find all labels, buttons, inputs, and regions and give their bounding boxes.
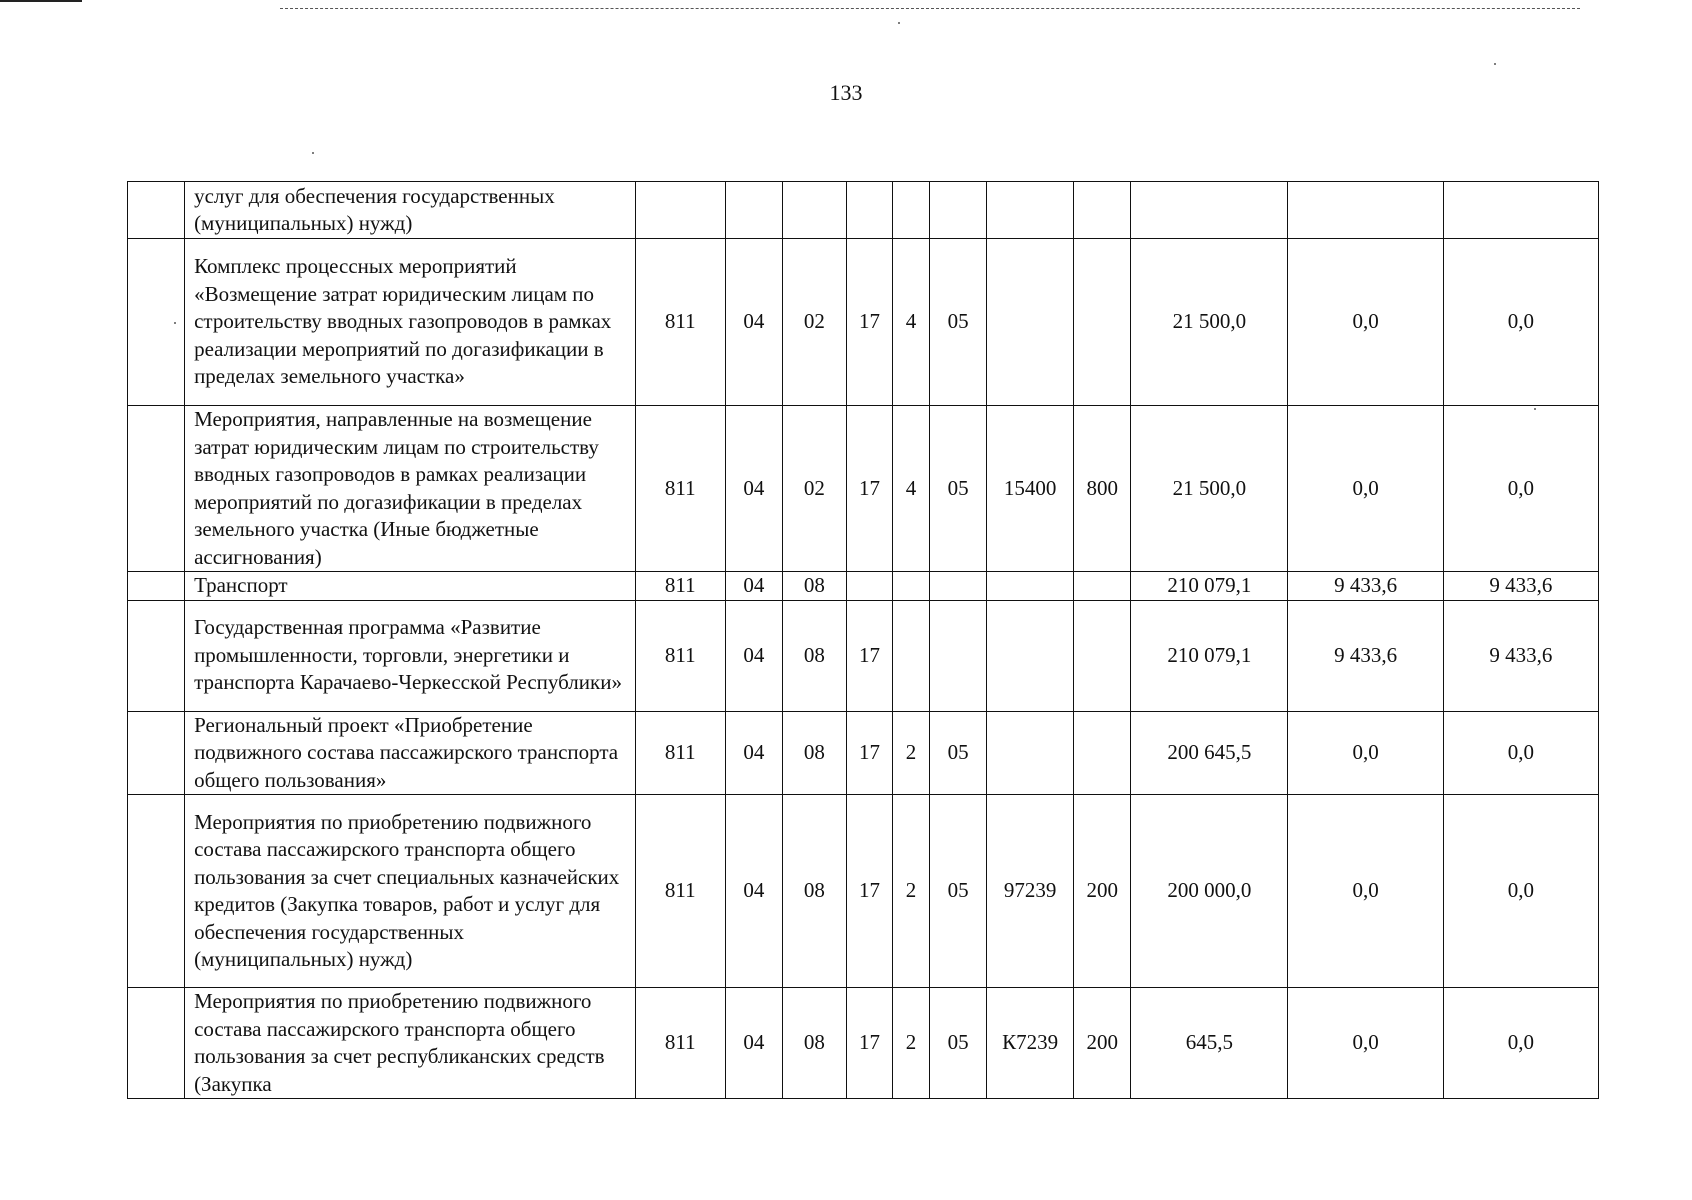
row-name-cell: Транспорт bbox=[185, 572, 636, 601]
amount-year3-cell: 9 433,6 bbox=[1443, 600, 1598, 711]
row-index-cell bbox=[128, 572, 185, 601]
admin-code-cell: 811 bbox=[635, 572, 725, 601]
program-cell: 17 bbox=[846, 600, 892, 711]
expense-type-cell: 800 bbox=[1074, 406, 1131, 572]
amount-year1-cell: 200 000,0 bbox=[1131, 795, 1288, 988]
expense-type-cell bbox=[1074, 572, 1131, 601]
amount-year1-cell: 21 500,0 bbox=[1131, 406, 1288, 572]
structure-element-cell bbox=[930, 182, 987, 239]
direction-code-cell: 15400 bbox=[987, 406, 1074, 572]
row-index-cell bbox=[128, 988, 185, 1099]
subsection-cell: 08 bbox=[782, 988, 846, 1099]
row-name-cell: Мероприятия по приобретению подвижного состава пассажирского транспорта общего пользования за счет специальных казначейских кредитов (Закупка товаров, работ и услуг для обеспечения государственных (муниципальных) нужд) bbox=[185, 795, 636, 988]
direction-code-cell: 97239 bbox=[987, 795, 1074, 988]
amount-year3-cell: 0,0 bbox=[1443, 988, 1598, 1099]
amount-year2-cell: 0,0 bbox=[1288, 711, 1443, 795]
direction-code-cell bbox=[987, 239, 1074, 406]
table-row bbox=[128, 239, 1599, 406]
section-cell: 04 bbox=[725, 711, 782, 795]
row-name-cell: услуг для обеспечения государственных (муниципальных) нужд) bbox=[185, 182, 636, 239]
amount-year3-cell: 0,0 bbox=[1443, 406, 1598, 572]
row-name-cell: Комплекс процессных мероприятий «Возмещение затрат юридическим лицам по строительству вводных газопроводов в рамках реализации мероприятий по догазификации в пределах земельного участка» bbox=[185, 239, 636, 406]
admin-code-cell: 811 bbox=[635, 988, 725, 1099]
table-row bbox=[128, 795, 1599, 988]
program-type-cell: 2 bbox=[892, 988, 929, 1099]
expense-type-cell: 200 bbox=[1074, 795, 1131, 988]
expense-type-cell bbox=[1074, 600, 1131, 711]
subsection-cell: 08 bbox=[782, 600, 846, 711]
row-name-cell: Государственная программа «Развитие промышленности, торговли, энергетики и транспорта Карачаево-Черкесской Республики» bbox=[185, 600, 636, 711]
admin-code-cell: 811 bbox=[635, 600, 725, 711]
expense-type-cell bbox=[1074, 239, 1131, 406]
admin-code-cell: 811 bbox=[635, 239, 725, 406]
row-name-cell: Мероприятия, направленные на возмещение затрат юридическим лицам по строительству вводных газопроводов в рамках реализации мероприятий по догазификации в пределах земельного участка (Иные бюджетные ассигнования) bbox=[185, 406, 636, 572]
admin-code-cell bbox=[635, 182, 725, 239]
expense-type-cell bbox=[1074, 182, 1131, 239]
program-type-cell: 2 bbox=[892, 795, 929, 988]
subsection-cell: 02 bbox=[782, 239, 846, 406]
amount-year1-cell: 200 645,5 bbox=[1131, 711, 1288, 795]
direction-code-cell bbox=[987, 711, 1074, 795]
amount-year1-cell: 645,5 bbox=[1131, 988, 1288, 1099]
table-row bbox=[128, 711, 1599, 795]
table-row bbox=[128, 182, 1599, 239]
amount-year2-cell: 0,0 bbox=[1288, 795, 1443, 988]
row-index-cell bbox=[128, 795, 185, 988]
program-cell: 17 bbox=[846, 795, 892, 988]
amount-year2-cell bbox=[1288, 182, 1443, 239]
amount-year3-cell: 0,0 bbox=[1443, 239, 1598, 406]
program-cell: 17 bbox=[846, 988, 892, 1099]
program-cell: 17 bbox=[846, 239, 892, 406]
scan-speck bbox=[898, 22, 900, 24]
subsection-cell: 08 bbox=[782, 711, 846, 795]
program-cell: 17 bbox=[846, 711, 892, 795]
structure-element-cell bbox=[930, 572, 987, 601]
row-name-cell: Мероприятия по приобретению подвижного состава пассажирского транспорта общего пользования за счет республиканских средств (Закупка bbox=[185, 988, 636, 1099]
section-cell: 04 bbox=[725, 572, 782, 601]
budget-table bbox=[127, 181, 1599, 1099]
program-type-cell bbox=[892, 572, 929, 601]
amount-year3-cell: 9 433,6 bbox=[1443, 572, 1598, 601]
expense-type-cell: 200 bbox=[1074, 988, 1131, 1099]
program-type-cell bbox=[892, 182, 929, 239]
table-row bbox=[128, 988, 1599, 1099]
section-cell: 04 bbox=[725, 239, 782, 406]
section-cell bbox=[725, 182, 782, 239]
structure-element-cell: 05 bbox=[930, 795, 987, 988]
program-type-cell: 2 bbox=[892, 711, 929, 795]
table-row bbox=[128, 406, 1599, 572]
admin-code-cell: 811 bbox=[635, 406, 725, 572]
amount-year1-cell: 210 079,1 bbox=[1131, 572, 1288, 601]
amount-year1-cell: 210 079,1 bbox=[1131, 600, 1288, 711]
amount-year1-cell: 21 500,0 bbox=[1131, 239, 1288, 406]
scan-border-line bbox=[0, 0, 82, 2]
subsection-cell: 08 bbox=[782, 572, 846, 601]
program-type-cell: 4 bbox=[892, 406, 929, 572]
structure-element-cell bbox=[930, 600, 987, 711]
structure-element-cell: 05 bbox=[930, 239, 987, 406]
table-row bbox=[128, 572, 1599, 601]
direction-code-cell: К7239 bbox=[987, 988, 1074, 1099]
section-cell: 04 bbox=[725, 600, 782, 711]
section-cell: 04 bbox=[725, 406, 782, 572]
program-type-cell: 4 bbox=[892, 239, 929, 406]
structure-element-cell: 05 bbox=[930, 406, 987, 572]
amount-year2-cell: 0,0 bbox=[1288, 239, 1443, 406]
program-cell bbox=[846, 572, 892, 601]
direction-code-cell bbox=[987, 182, 1074, 239]
page-number: 133 bbox=[829, 80, 863, 105]
program-type-cell bbox=[892, 600, 929, 711]
amount-year3-cell: 0,0 bbox=[1443, 795, 1598, 988]
row-index-cell bbox=[128, 711, 185, 795]
table-row bbox=[128, 600, 1599, 711]
direction-code-cell bbox=[987, 600, 1074, 711]
structure-element-cell: 05 bbox=[930, 711, 987, 795]
amount-year2-cell: 0,0 bbox=[1288, 406, 1443, 572]
amount-year2-cell: 9 433,6 bbox=[1288, 572, 1443, 601]
section-cell: 04 bbox=[725, 988, 782, 1099]
amount-year2-cell: 0,0 bbox=[1288, 988, 1443, 1099]
amount-year1-cell bbox=[1131, 182, 1288, 239]
row-index-cell bbox=[128, 239, 185, 406]
subsection-cell bbox=[782, 182, 846, 239]
amount-year3-cell: 0,0 bbox=[1443, 711, 1598, 795]
subsection-cell: 08 bbox=[782, 795, 846, 988]
amount-year2-cell: 9 433,6 bbox=[1288, 600, 1443, 711]
structure-element-cell: 05 bbox=[930, 988, 987, 1099]
row-index-cell bbox=[128, 406, 185, 572]
program-cell bbox=[846, 182, 892, 239]
direction-code-cell bbox=[987, 572, 1074, 601]
admin-code-cell: 811 bbox=[635, 711, 725, 795]
row-name-cell: Региональный проект «Приобретение подвижного состава пассажирского транспорта общего пользования» bbox=[185, 711, 636, 795]
amount-year3-cell bbox=[1443, 182, 1598, 239]
scan-dashed-line bbox=[280, 8, 1580, 9]
subsection-cell: 02 bbox=[782, 406, 846, 572]
scan-speck bbox=[312, 152, 314, 154]
admin-code-cell: 811 bbox=[635, 795, 725, 988]
program-cell: 17 bbox=[846, 406, 892, 572]
scan-speck bbox=[1494, 63, 1496, 65]
row-index-cell bbox=[128, 182, 185, 239]
expense-type-cell bbox=[1074, 711, 1131, 795]
section-cell: 04 bbox=[725, 795, 782, 988]
row-index-cell bbox=[128, 600, 185, 711]
